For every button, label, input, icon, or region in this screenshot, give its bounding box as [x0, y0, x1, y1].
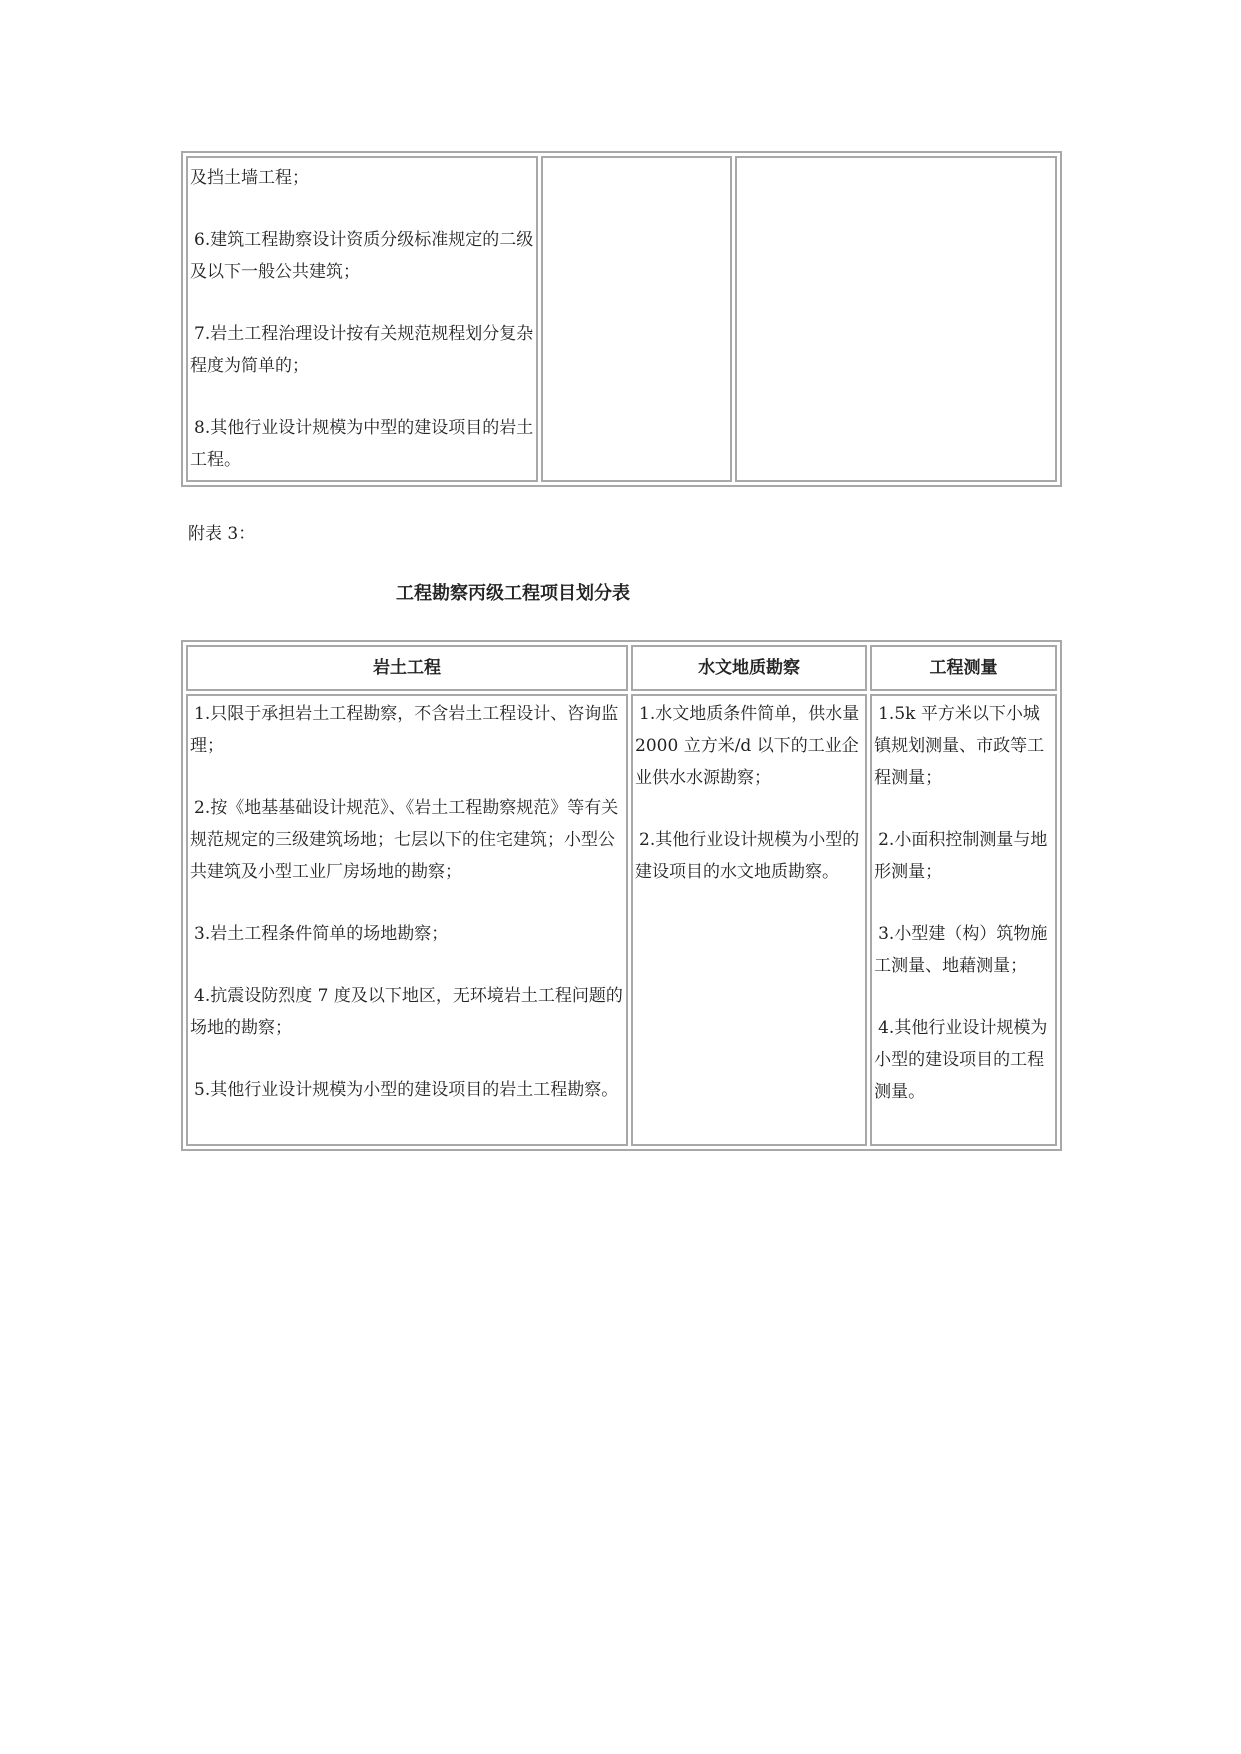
list-item: 2.其他行业设计规模为小型的建设项目的水文地质勘察。 — [635, 830, 860, 882]
list-item: 2.小面积控制测量与地形测量； — [874, 830, 1048, 882]
column-header-surveying: 工程测量 — [870, 645, 1057, 691]
classification-table — [181, 640, 1062, 1151]
appendix-label: 附表 3： — [188, 524, 256, 544]
table-cell-empty — [735, 156, 1058, 482]
list-item: 2.按《地基基础设计规范》、《岩土工程勘察规范》等有关规范规定的三级建筑场地；七层以下的住宅建筑；小型公共建筑及小型工业厂房场地的勘察； — [190, 798, 619, 882]
list-item: 5.其他行业设计规模为小型的建设项目的岩土工程勘察。 — [194, 1080, 619, 1100]
list-item: 1.5k 平方米以下小城镇规划测量、市政等工程测量； — [874, 704, 1045, 788]
list-item: 4.抗震设防烈度 7 度及以下地区，无环境岩土工程问题的场地的勘察； — [190, 986, 623, 1038]
list-item: 1.水文地质条件简单，供水量 2000 立方米/d 以下的工业企业供水水源勘察； — [635, 704, 860, 788]
table-cell-empty — [541, 156, 732, 482]
list-item: 1.只限于承担岩土工程勘察，不含岩土工程设计、咨询监理； — [190, 704, 619, 756]
continued-table — [181, 151, 1062, 487]
table-row — [186, 156, 1057, 482]
list-item: 3.小型建（构）筑物施工测量、地藉测量； — [874, 924, 1048, 976]
column-header-geotechnical: 岩土工程 — [186, 645, 628, 691]
table-cell-hydrogeology — [631, 694, 867, 1146]
column-header-hydrogeology: 水文地质勘察 — [631, 645, 867, 691]
table-cell-surveying — [870, 694, 1057, 1146]
table-title: 工程勘察丙级工程项目划分表 — [396, 583, 630, 604]
list-item: 7.岩土工程治理设计按有关规范规程划分复杂程度为简单的； — [190, 324, 534, 376]
table-cell-geotechnical — [186, 694, 628, 1146]
list-item: 4.其他行业设计规模为小型的建设项目的工程测量。 — [874, 1018, 1048, 1102]
list-item: 3.岩土工程条件简单的场地勘察； — [194, 924, 449, 944]
list-item: 8.其他行业设计规模为中型的建设项目的岩土工程。 — [190, 418, 534, 470]
table-cell-geotechnical — [186, 156, 538, 482]
table-row — [186, 694, 1057, 1146]
list-item: 6.建筑工程勘察设计资质分级标准规定的二级及以下一般公共建筑； — [190, 230, 534, 282]
list-item: 及挡土墙工程； — [190, 168, 309, 188]
table-header-row — [186, 645, 1057, 691]
